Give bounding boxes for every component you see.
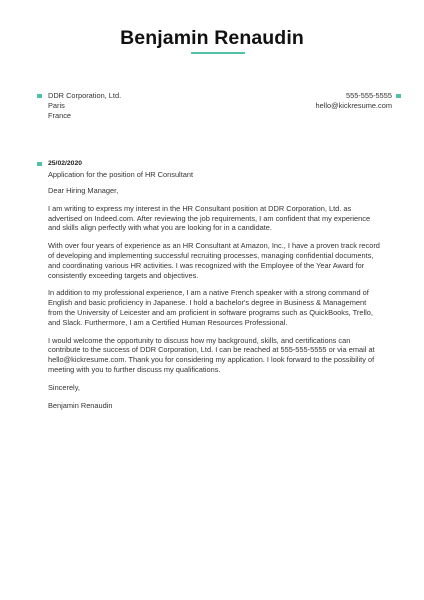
sender-email: hello@kickresume.com xyxy=(315,101,392,110)
paragraph-line: contribute to the success of DDR Corporation, Ltd. I can be reached at 555-555-5555 or via email at xyxy=(48,345,375,355)
paragraph-line: In addition to my professional experience, I am a native French speaker with a strong command of xyxy=(48,288,369,298)
closing: Sincerely, xyxy=(48,382,80,392)
paragraph-1 xyxy=(48,204,398,233)
paragraph-line: With over four years of experience as an HR Consultant at Amazon, Inc., I have a proven track record xyxy=(48,241,380,251)
signature: Benjamin Renaudin xyxy=(48,400,113,410)
paragraph-3 xyxy=(48,288,398,327)
paragraph-line: consistently exceeding targets and objectives. xyxy=(48,270,199,280)
paragraph-line: hello@kickresume.com. Thank you for considering my application. I look forward to the possibility of xyxy=(48,355,375,365)
paragraph-line: and Slack. Furthermore, I am a Certified Human Resources Professional. xyxy=(48,317,288,327)
paragraph-line: from the University of Leicester and am proficient in software programs such as QuickBooks, Trello, xyxy=(48,307,373,317)
contact-bullet-marker xyxy=(396,94,401,98)
name-underline xyxy=(191,52,245,54)
paragraph-line: advertised on Indeed.com. After reviewing the job requirements, I am confident that my experience xyxy=(48,213,371,223)
paragraph-line: English and basic proficiency in Japanese. I hold a bachelor's degree in Business & Management xyxy=(48,298,367,308)
sender-contact xyxy=(315,91,392,111)
recipient-country: France xyxy=(48,111,72,120)
paragraph-line: of developing and implementing successful recruiting processes, managing confidential documents, xyxy=(48,250,374,260)
letter-subject: Application for the position of HR Consultant xyxy=(48,170,194,179)
sender-phone: 555-555-5555 xyxy=(345,91,392,100)
recipient-bullet-marker xyxy=(37,94,42,98)
recipient-city: Paris xyxy=(48,101,65,110)
recipient-company: DDR Corporation, Ltd. xyxy=(48,91,122,100)
paragraph-line: I would welcome the opportunity to discuss how my background, skills, and certifications can xyxy=(48,335,351,345)
paragraph-line: I am writing to express my interest in the HR Consultant position at DDR Corporation, Ltd. as xyxy=(48,203,352,213)
date-bullet-marker xyxy=(37,162,42,166)
paragraph-2 xyxy=(48,241,398,280)
paragraph-line: and coordinating various HR activities. I was recognized with the Employee of the Year Award for xyxy=(48,260,365,270)
applicant-name: Benjamin Renaudin xyxy=(120,27,304,49)
recipient-address xyxy=(48,91,121,121)
paragraph-4 xyxy=(48,336,398,375)
letter-date: 25/02/2020 xyxy=(48,160,83,167)
paragraph-line: meeting with you to further discuss my qualifications. xyxy=(48,364,221,374)
letter-body xyxy=(48,186,398,418)
paragraph-line: and skills align perfectly with what you are looking for in a candidate. xyxy=(48,223,272,233)
salutation: Dear Hiring Manager, xyxy=(48,186,119,195)
